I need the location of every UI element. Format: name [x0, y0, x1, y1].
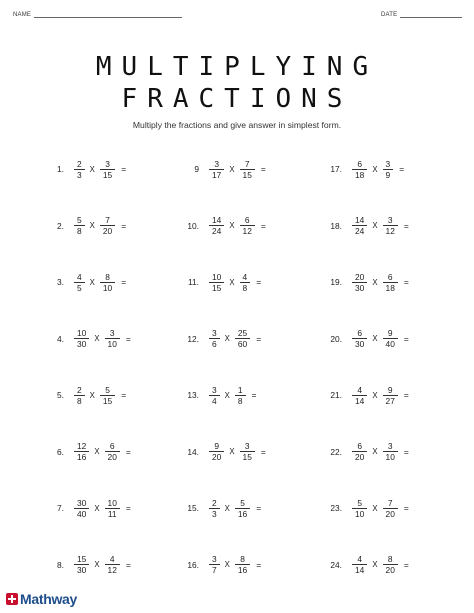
equals-sign: = — [403, 333, 409, 344]
mathway-logo — [6, 590, 77, 608]
fraction-2 — [383, 385, 398, 406]
multiply-sign: X — [372, 447, 378, 456]
fraction-1 — [352, 385, 367, 406]
multiply-sign: X — [229, 447, 235, 456]
fraction-1 — [352, 554, 367, 575]
fraction-2 — [383, 215, 398, 236]
problem-number: 8. — [57, 559, 64, 570]
numerator: 4 — [77, 271, 82, 282]
multiply-sign: X — [372, 164, 378, 174]
fraction-1 — [74, 498, 89, 519]
numerator: 10 — [77, 328, 87, 338]
equals-sign: = — [256, 333, 262, 344]
equals-sign: = — [125, 503, 131, 513]
problem-item — [324, 211, 409, 241]
denominator: 15 — [240, 451, 255, 462]
multiply-sign: X — [372, 221, 378, 230]
numerator: 4 — [357, 554, 362, 564]
numerator: 3 — [244, 441, 250, 451]
problem-item — [324, 493, 409, 523]
numerator: 7 — [244, 158, 250, 169]
problem-item — [185, 267, 261, 297]
problem-number: 3. — [57, 277, 64, 287]
equals-sign: = — [256, 277, 262, 287]
numerator: 20 — [355, 271, 365, 282]
equals-sign: = — [403, 390, 409, 400]
equals-sign: = — [260, 220, 266, 231]
equals-sign: = — [260, 446, 266, 457]
fraction-1 — [352, 159, 367, 180]
fraction-2 — [383, 441, 398, 462]
problem-item — [185, 493, 261, 523]
numerator: 14 — [212, 215, 222, 225]
denominator: 20 — [100, 225, 115, 236]
instructions: Multiply the fractions and give answer in simplest form. — [132, 120, 342, 130]
denominator: 16 — [235, 508, 250, 519]
problem-item — [324, 437, 409, 467]
numerator: 5 — [357, 497, 362, 508]
equals-sign: = — [403, 220, 409, 231]
denominator: 27 — [383, 395, 398, 406]
problem-item — [324, 154, 404, 184]
date-field — [381, 11, 462, 18]
denominator: 15 — [240, 169, 255, 180]
denominator: 7 — [209, 564, 220, 575]
fraction-1 — [74, 272, 85, 293]
fraction-2 — [235, 498, 250, 519]
numerator: 8 — [240, 554, 245, 564]
numerator: 3 — [387, 441, 393, 451]
fraction-1 — [352, 498, 367, 519]
multiply-sign: X — [94, 447, 100, 456]
equals-sign: = — [256, 503, 262, 513]
fraction-2 — [235, 554, 250, 575]
multiply-sign: X — [372, 390, 378, 400]
numerator: 3 — [214, 158, 219, 169]
multiply-sign: X — [89, 221, 95, 230]
numerator: 5 — [77, 215, 82, 225]
problem-number: 19. — [330, 277, 342, 287]
denominator: 15 — [100, 395, 115, 406]
fraction-1 — [74, 554, 89, 575]
numerator: 3 — [212, 554, 217, 564]
denominator: 60 — [235, 338, 250, 349]
problem-item — [324, 550, 409, 580]
problem-number: 13. — [187, 390, 199, 400]
numerator: 8 — [387, 554, 393, 564]
problem-number: 14. — [187, 446, 199, 457]
numerator: 3 — [212, 384, 217, 395]
denominator: 3 — [74, 169, 85, 180]
problem-item — [50, 154, 126, 184]
problem-number: 17. — [330, 164, 342, 174]
equals-sign: = — [251, 390, 257, 400]
problem-number: 24. — [330, 559, 342, 570]
fraction-2 — [240, 441, 255, 462]
fraction-1 — [209, 385, 220, 406]
fraction-1 — [209, 554, 220, 575]
multiply-sign: X — [372, 560, 378, 569]
problem-number: 1. — [57, 164, 64, 174]
numerator: 3 — [109, 328, 115, 338]
numerator: 6 — [357, 158, 362, 169]
numerator: 6 — [244, 215, 250, 225]
equals-sign: = — [125, 333, 131, 344]
problem-item — [324, 267, 409, 297]
fraction-2 — [100, 385, 115, 406]
denominator: 16 — [74, 451, 89, 462]
fraction-1 — [209, 159, 224, 180]
problem-number: 23. — [330, 503, 342, 513]
logo-text: Mathway — [20, 591, 78, 607]
denominator: 30 — [352, 282, 367, 293]
denominator: 17 — [209, 169, 224, 180]
fraction-2 — [235, 328, 250, 349]
numerator: 10 — [212, 271, 222, 282]
name-field — [13, 11, 182, 18]
denominator: 12 — [105, 564, 120, 575]
numerator: 5 — [105, 384, 110, 395]
numerator: 8 — [105, 271, 110, 282]
date-label: DATE — [381, 12, 398, 18]
denominator: 10 — [100, 282, 115, 293]
equals-sign: = — [125, 559, 131, 570]
fraction-2 — [240, 215, 255, 236]
problem-number: 20. — [330, 333, 342, 344]
fraction-2 — [105, 328, 120, 349]
numerator: 3 — [105, 158, 110, 169]
fraction-2 — [383, 498, 398, 519]
fraction-1 — [74, 159, 85, 180]
numerator: 10 — [107, 497, 117, 508]
denominator: 6 — [209, 338, 220, 349]
fraction-2 — [383, 159, 394, 180]
numerator: 3 — [212, 328, 217, 338]
multiply-sign: X — [224, 560, 230, 569]
equals-sign: = — [121, 390, 127, 400]
fraction-1 — [352, 272, 367, 293]
fraction-1 — [352, 328, 367, 349]
denominator: 14 — [352, 395, 367, 406]
denominator: 3 — [209, 508, 220, 519]
multiply-sign: X — [229, 164, 235, 174]
numerator: 6 — [357, 441, 362, 451]
multiply-sign: X — [89, 277, 95, 287]
numerator: 1 — [237, 384, 243, 395]
denominator: 8 — [235, 395, 246, 406]
name-line — [34, 11, 182, 18]
fraction-2 — [100, 272, 115, 293]
denominator: 5 — [74, 282, 85, 293]
equals-sign: = — [260, 164, 266, 174]
numerator: 2 — [212, 497, 217, 508]
problem-number: 10. — [187, 220, 199, 231]
problem-item — [185, 324, 261, 354]
mathway-plus-icon — [6, 593, 18, 605]
fraction-1 — [74, 385, 85, 406]
denominator: 8 — [74, 395, 85, 406]
equals-sign: = — [256, 559, 262, 570]
denominator: 40 — [383, 338, 398, 349]
fraction-1 — [352, 215, 367, 236]
problem-number: 5. — [57, 390, 64, 400]
numerator: 30 — [77, 497, 87, 508]
problem-number: 22. — [330, 446, 342, 457]
numerator: 25 — [237, 328, 248, 338]
denominator: 20 — [383, 564, 398, 575]
fraction-1 — [209, 215, 224, 236]
equals-sign: = — [121, 220, 127, 231]
denominator: 30 — [74, 564, 89, 575]
fraction-1 — [74, 441, 89, 462]
fraction-2 — [105, 441, 120, 462]
multiply-sign: X — [224, 390, 230, 400]
numerator: 2 — [77, 158, 82, 169]
problem-item — [50, 550, 131, 580]
problem-item — [185, 380, 256, 410]
denominator: 15 — [209, 282, 224, 293]
fraction-1 — [209, 498, 220, 519]
name-label: NAME — [13, 12, 32, 18]
problem-number: 21. — [330, 390, 342, 400]
problem-item — [324, 324, 409, 354]
fraction-2 — [100, 215, 115, 236]
multiply-sign: X — [224, 503, 230, 513]
numerator: 7 — [387, 497, 393, 508]
numerator: 6 — [387, 271, 393, 282]
numerator: 15 — [77, 554, 87, 564]
multiply-sign: X — [94, 560, 100, 569]
problem-number: 4. — [57, 333, 64, 344]
fraction-2 — [105, 554, 120, 575]
numerator: 9 — [214, 441, 219, 451]
fraction-2 — [383, 272, 398, 293]
denominator: 12 — [240, 225, 255, 236]
fraction-2 — [383, 554, 398, 575]
equals-sign: = — [403, 446, 409, 457]
problem-number: 11. — [187, 277, 199, 287]
numerator: 14 — [355, 215, 365, 225]
date-line — [400, 11, 462, 18]
fraction-1 — [74, 215, 85, 236]
numerator: 4 — [242, 271, 248, 282]
denominator: 8 — [74, 225, 85, 236]
fraction-1 — [74, 328, 89, 349]
fraction-2 — [235, 385, 246, 406]
denominator: 9 — [383, 169, 394, 180]
multiply-sign: X — [229, 277, 235, 287]
numerator: 3 — [385, 158, 391, 169]
numerator: 7 — [105, 215, 110, 225]
denominator: 12 — [383, 225, 398, 236]
fraction-1 — [352, 441, 367, 462]
denominator: 20 — [209, 451, 224, 462]
denominator: 11 — [105, 508, 120, 519]
numerator: 6 — [109, 441, 115, 451]
problem-item — [50, 267, 126, 297]
denominator: 16 — [235, 564, 250, 575]
denominator: 30 — [352, 338, 367, 349]
fraction-2 — [240, 272, 251, 293]
denominator: 8 — [240, 282, 251, 293]
multiply-sign: X — [89, 390, 95, 400]
multiply-sign: X — [94, 503, 100, 513]
numerator: 2 — [77, 384, 82, 395]
problem-number: 2. — [57, 220, 64, 231]
page-title-line-1: MULTIPLYING — [95, 52, 379, 82]
numerator: 12 — [77, 441, 87, 451]
fraction-2 — [240, 159, 255, 180]
problem-item — [185, 154, 266, 184]
denominator: 4 — [209, 395, 220, 406]
multiply-sign: X — [224, 334, 230, 343]
denominator: 24 — [352, 225, 367, 236]
denominator: 18 — [383, 282, 398, 293]
denominator: 20 — [352, 451, 367, 462]
numerator: 9 — [387, 384, 393, 395]
fraction-2 — [105, 498, 120, 519]
problem-number: 12. — [187, 333, 199, 344]
denominator: 15 — [100, 169, 115, 180]
denominator: 20 — [383, 508, 398, 519]
numerator: 9 — [387, 328, 393, 338]
denominator: 40 — [74, 508, 89, 519]
fraction-1 — [209, 272, 224, 293]
multiply-sign: X — [372, 277, 378, 287]
problem-item — [324, 380, 409, 410]
denominator: 10 — [383, 451, 398, 462]
problem-item — [50, 493, 131, 523]
problem-number: 18. — [330, 220, 342, 231]
fraction-1 — [209, 328, 220, 349]
numerator: 5 — [240, 497, 245, 508]
denominator: 18 — [352, 169, 367, 180]
multiply-sign: X — [372, 334, 378, 343]
denominator: 24 — [209, 225, 224, 236]
denominator: 10 — [105, 338, 120, 349]
equals-sign: = — [399, 164, 405, 174]
fraction-2 — [383, 328, 398, 349]
equals-sign: = — [403, 277, 409, 287]
equals-sign: = — [121, 164, 127, 174]
numerator: 3 — [387, 215, 393, 225]
numerator: 4 — [109, 554, 115, 564]
problem-number: 15. — [187, 503, 199, 513]
multiply-sign: X — [229, 221, 235, 230]
denominator: 10 — [352, 508, 367, 519]
problem-number: 6. — [57, 446, 64, 457]
problem-item — [185, 211, 266, 241]
numerator: 4 — [357, 384, 362, 395]
problem-item — [50, 324, 131, 354]
multiply-sign: X — [94, 334, 100, 343]
problem-number: 16. — [187, 559, 199, 570]
page-title-line-2: FRACTIONS — [121, 84, 353, 114]
denominator: 14 — [352, 564, 367, 575]
fraction-2 — [100, 159, 115, 180]
problem-item — [50, 211, 126, 241]
equals-sign: = — [403, 559, 409, 570]
fraction-1 — [209, 441, 224, 462]
denominator: 30 — [74, 338, 89, 349]
denominator: 20 — [105, 451, 120, 462]
equals-sign: = — [403, 503, 409, 513]
numerator: 6 — [357, 328, 362, 338]
problem-item — [185, 550, 261, 580]
problem-number: 7. — [57, 503, 64, 513]
problem-item — [50, 437, 131, 467]
multiply-sign: X — [89, 164, 95, 174]
problem-item — [50, 380, 126, 410]
problem-number: 9 — [194, 164, 199, 174]
problem-item — [185, 437, 266, 467]
equals-sign: = — [121, 277, 127, 287]
multiply-sign: X — [372, 503, 378, 513]
equals-sign: = — [125, 446, 131, 457]
